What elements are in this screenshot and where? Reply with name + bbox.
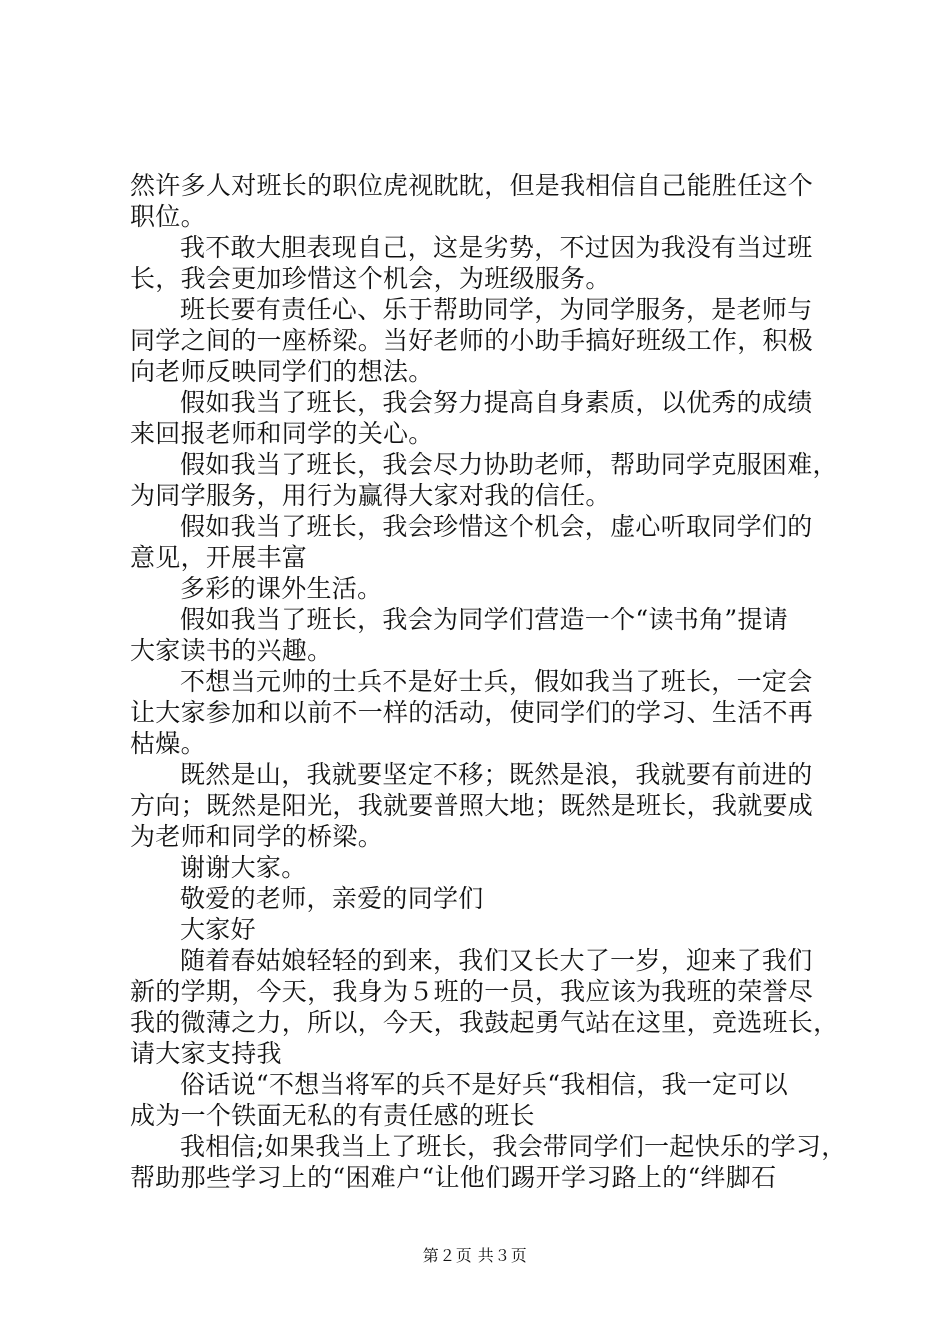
text-line: 职位。 bbox=[130, 202, 206, 231]
text-line: 俗话说“不想当将军的兵不是好兵“我相信，我一定可以 bbox=[180, 1070, 789, 1099]
text-line: 不想当元帅的士兵不是好士兵，假如我当了班长，一定会 bbox=[180, 667, 813, 696]
text-line: 既然是山，我就要坚定不移；既然是浪，我就要有前进的 bbox=[180, 760, 813, 789]
text-line: 然许多人对班长的职位虎视眈眈，但是我相信自己能胜任这个 bbox=[130, 171, 814, 200]
text-line: 谢谢大家。 bbox=[180, 853, 307, 882]
text-line: 随着春姑娘轻轻的到来，我们又长大了一岁，迎来了我们 bbox=[180, 946, 813, 975]
text-line: 大家好 bbox=[180, 915, 256, 944]
text-line: 向老师反映同学们的想法。 bbox=[130, 357, 434, 386]
text-line: 来回报老师和同学的关心。 bbox=[130, 419, 434, 448]
text-line: 我的微薄之力，所以，今天，我鼓起勇气站在这里，竞选班长， bbox=[130, 1008, 839, 1037]
text-line: 帮助那些学习上的“困难户“让他们踢开学习路上的“绊脚石 bbox=[130, 1163, 777, 1192]
text-line: 假如我当了班长，我会为同学们营造一个“读书角”提请 bbox=[180, 605, 789, 634]
text-line: 枯燥。 bbox=[130, 729, 206, 758]
text-line: 请大家支持我 bbox=[130, 1039, 282, 1068]
text-line: 为同学服务，用行为赢得大家对我的信任。 bbox=[130, 481, 611, 510]
text-line: 班长要有责任心、乐于帮助同学，为同学服务，是老师与 bbox=[180, 295, 813, 324]
text-line: 长，我会更加珍惜这个机会，为班级服务。 bbox=[130, 264, 611, 293]
text-line: 新的学期，今天，我身为５班的一员，我应该为我班的荣誉尽 bbox=[130, 977, 814, 1006]
text-line: 我不敢大胆表现自己，这是劣势，不过因为我没有当过班 bbox=[180, 233, 813, 262]
document-body bbox=[130, 170, 850, 1193]
text-line: 为老师和同学的桥梁。 bbox=[130, 822, 384, 851]
text-line: 让大家参加和以前不一样的活动，使同学们的学习、生活不再 bbox=[130, 698, 814, 727]
text-line: 敬爱的老师，亲爱的同学们 bbox=[180, 884, 484, 913]
text-line: 多彩的课外生活。 bbox=[180, 574, 383, 603]
text-line: 我相信;如果我当上了班长，我会带同学们一起快乐的学习， bbox=[180, 1132, 847, 1161]
text-line: 意见，开展丰富 bbox=[130, 543, 308, 572]
text-line: 假如我当了班长，我会珍惜这个机会，虚心听取同学们的 bbox=[180, 512, 813, 541]
text-line: 同学之间的一座桥梁。当好老师的小助手搞好班级工作，积极 bbox=[130, 326, 814, 355]
text-line: 假如我当了班长，我会尽力协助老师，帮助同学克服困难， bbox=[180, 450, 838, 479]
text-line: 大家读书的兴趣。 bbox=[130, 636, 333, 665]
text-line: 成为一个铁面无私的有责任感的班长 bbox=[130, 1101, 535, 1130]
text-line: 方向；既然是阳光，我就要普照大地；既然是班长，我就要成 bbox=[130, 791, 814, 820]
page-footer: 第２页 共３页 bbox=[422, 1246, 528, 1265]
text-line: 假如我当了班长，我会努力提高自身素质，以优秀的成绩 bbox=[180, 388, 813, 417]
